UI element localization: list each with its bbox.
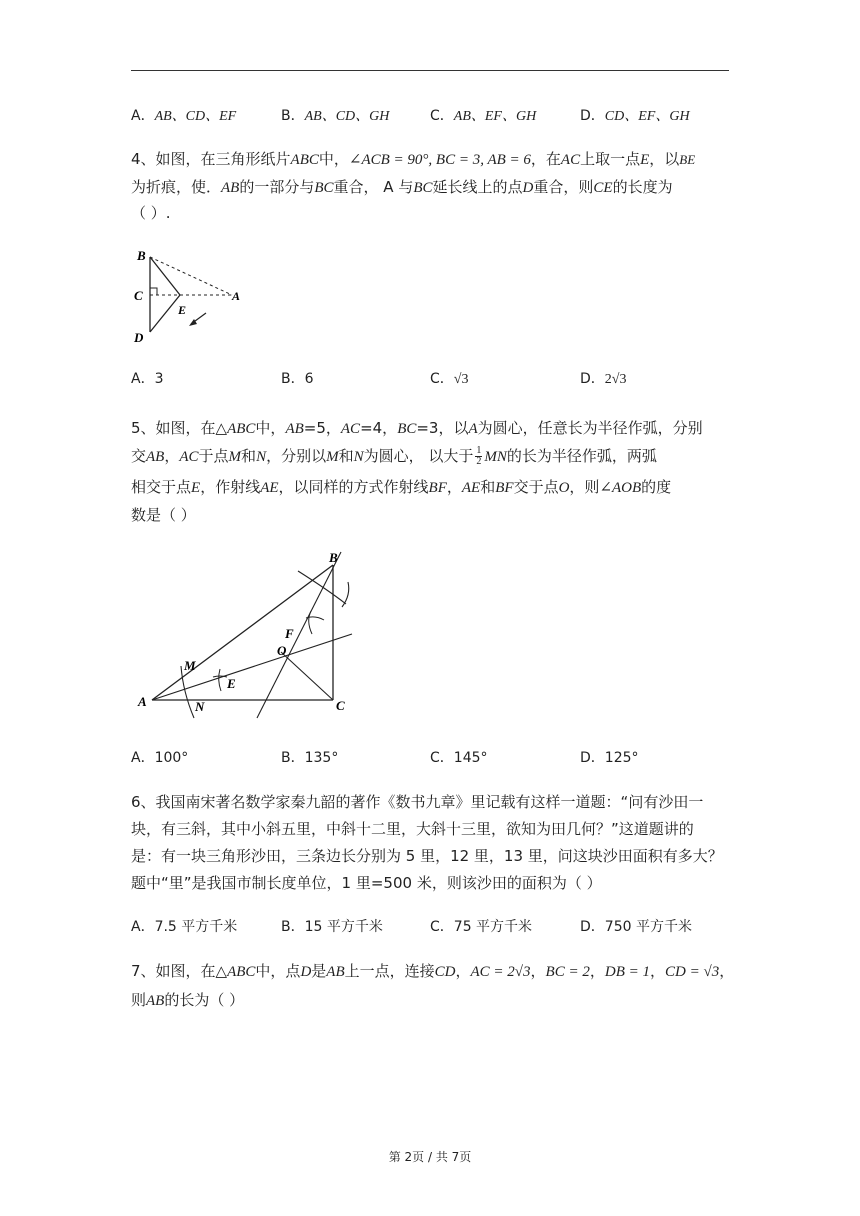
q4-label-e: E — [178, 303, 187, 317]
q5-label-o: O — [277, 643, 287, 658]
q5-label-f: F — [285, 626, 294, 641]
q4-label-d: D — [134, 330, 144, 345]
q5-option-a[interactable]: A．100° — [131, 750, 189, 766]
q7-line-2: 则AB的长为（ ） — [131, 991, 245, 1009]
q5-label-e: E — [227, 676, 236, 691]
q4-line-2: 为折痕，使．AB的一部分与BC重合， A 与BC延长线上的点D重合，则CE的长度为 — [131, 178, 673, 196]
q5-label-n: N — [195, 699, 205, 714]
q3-option-b[interactable]: B．AB、CD、GH — [281, 108, 390, 124]
q5-label-m: M — [184, 658, 196, 673]
header-rule — [131, 70, 729, 71]
q5-line-1: 5、如图，在△ABC中，AB=5，AC=4，BC=3，以A为圆心，任意长为半径作弧，分别 — [131, 419, 703, 437]
q6-line-1: 6、我国南宋著名数学家秦九韶的著作《数书九章》里记载有这样一道题：“问有沙田一 — [131, 793, 704, 811]
q5-fraction: $\frac{1}{2}$ — [476, 445, 482, 467]
q4-label-c: C — [134, 288, 143, 303]
q4-figure — [128, 240, 253, 350]
q6-option-c[interactable]: C．75 平方千米 — [430, 919, 533, 935]
q6-line-3: 是：有一块三角形沙田，三条边长分别为 5 里，12 里，13 里，问这块沙田面积有多大？ — [131, 847, 723, 865]
q5-option-d[interactable]: D．125° — [580, 750, 639, 766]
q4-option-b[interactable]: B．6 — [281, 371, 314, 387]
q4-option-d[interactable]: D．2√3 — [580, 371, 627, 387]
q5-line-2: 交AB，AC于点M和N，分别以M和N为圆心， 以大于 $\frac{1}{2}$ MN的长为半径作弧，两弧 — [131, 445, 657, 467]
q6-option-b[interactable]: B．15 平方千米 — [281, 919, 383, 935]
q4-option-c[interactable]: C．√3 — [430, 371, 469, 387]
q3-option-a[interactable]: A．AB、CD、EF — [131, 108, 237, 124]
q6-line-4: 题中“里”是我国市制长度单位，1 里=500 米，则该沙田的面积为（ ） — [131, 874, 602, 892]
q5-line-3: 相交于点E，作射线AE，以同样的方式作射线BF，AE和BF交于点O，则∠AOB的度 — [131, 478, 672, 496]
q3-option-d[interactable]: D．CD、EF、GH — [580, 108, 690, 124]
q5-label-a: A — [138, 694, 147, 709]
q6-option-d[interactable]: D．750 平方千米 — [580, 919, 692, 935]
q4-option-a[interactable]: A．3 — [131, 371, 164, 387]
q4-label-a: A — [232, 289, 241, 303]
q5-label-b: B — [329, 550, 338, 565]
q5-option-c[interactable]: C．145° — [430, 750, 488, 766]
q5-label-c: C — [336, 698, 345, 713]
q5-line-4: 数是（ ） — [131, 506, 196, 524]
q4-label-b: B — [137, 248, 146, 263]
q4-line-3: （ ）. — [131, 204, 171, 222]
q7-line-1: 7、如图，在△ABC中，点D是AB上一点，连接CD，AC = 2√3，BC = 2，DB = 1，CD = √3， — [131, 962, 735, 980]
q6-line-2: 块，有三斜，其中小斜五里，中斜十二里，大斜十三里，欲知为田几何？”这道题讲的 — [131, 820, 694, 838]
q5-figure — [130, 540, 370, 725]
q4-line-1: 4、如图，在三角形纸片ABC中，∠ACB = 90°, BC = 3, AB = 6，在AC上取一点E，以BE — [131, 150, 696, 168]
q6-option-a[interactable]: A．7.5 平方千米 — [131, 919, 238, 935]
q3-option-c[interactable]: C．AB、EF、GH — [430, 108, 537, 124]
page-footer: 第 2页 / 共 7页 — [388, 1150, 472, 1164]
q5-option-b[interactable]: B．135° — [281, 750, 339, 766]
